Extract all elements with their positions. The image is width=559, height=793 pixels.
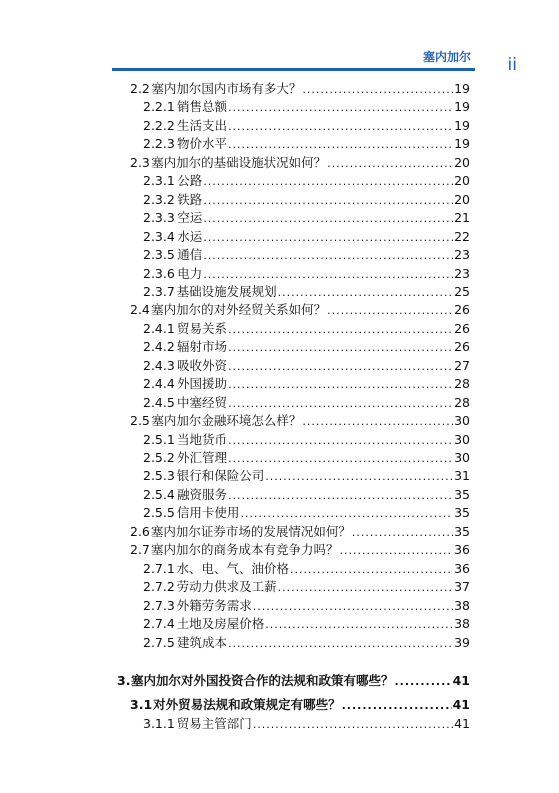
toc-entry-title: 吸收外资 [177,357,228,373]
toc-entry-page: 30 [454,450,470,465]
toc-entry[interactable] [117,672,470,690]
toc-leader-dots [253,598,453,616]
toc-leader-dots [278,579,454,597]
toc-entry[interactable] [143,597,470,615]
toc-leader-dots [203,266,453,284]
toc-leader-dots [203,173,453,191]
toc-leader-dots [290,561,453,579]
toc-leader-dots [228,450,453,468]
toc-entry-title: 外国援助 [177,376,228,392]
toc-entry-page: 27 [454,357,470,373]
toc-entry-number: 2.4.4 [143,376,175,392]
toc-entry-title: 塞内加尔的对外经贸关系如何？ [151,302,327,318]
toc-entry-number: 2.6 [130,523,150,539]
toc-entry-number: 2.3 [130,154,150,170]
toc-entry[interactable] [143,228,470,246]
toc-leader-dots [240,505,453,523]
toc-entry-number: 2.5.5 [143,505,175,521]
toc-leader-dots [265,616,453,634]
toc-entry-number: 2.4.5 [143,394,175,410]
toc-entry-number: 2.7.3 [143,597,175,613]
toc-entry-page: 19 [454,117,470,133]
toc-entry[interactable] [143,375,470,393]
toc-leader-dots [228,358,453,376]
toc-entry-page: 38 [454,616,470,632]
toc-entry-page: 41 [452,672,470,688]
toc-entry-page: 26 [454,302,470,318]
toc-entry-page: 23 [454,265,470,281]
toc-entry-number: 2.7.2 [143,579,175,595]
toc-entry-title: 辐射市场 [177,339,228,355]
toc-entry-title: 塞内加尔的商务成本有竞争力吗？ [151,542,339,558]
toc-entry[interactable] [143,135,470,153]
toc-leader-dots [228,136,453,154]
toc-entry-page: 30 [454,431,470,447]
toc-entry-number: 2.7.4 [143,616,175,632]
toc-entry-page: 20 [454,154,470,170]
toc-entry[interactable] [143,117,470,135]
toc-entry-number: 2.5.3 [143,468,175,484]
toc-leader-dots [228,339,453,357]
toc-entry-title: 外汇管理 [177,450,228,465]
toc-leader-dots [203,210,453,228]
toc-entry-page: 41 [452,697,470,713]
toc-entry[interactable] [143,172,470,190]
toc-entry-number: 3.1.1 [143,715,175,731]
toc-entry-title: 塞内加尔金融环境怎么样？ [151,413,302,429]
toc-entry-title: 当地货币 [177,431,228,447]
toc-entry[interactable] [143,715,470,733]
toc-leader-dots [228,376,453,394]
toc-entry-page: 26 [454,339,470,355]
toc-leader-dots [228,321,453,339]
toc-entry-number: 2.2.3 [143,136,175,152]
toc-entry-number: 2.4 [130,302,150,318]
toc-entry-number: 2.3.7 [143,283,175,299]
toc-entry-number: 2.2.1 [143,99,175,115]
toc-entry[interactable] [143,209,470,227]
toc-entry[interactable] [130,412,470,430]
toc-leader-dots [302,81,453,99]
toc-leader-dots [203,247,453,265]
toc-entry-title: 塞内加尔证券市场的发展情况如何？ [150,523,351,539]
toc-entry-number: 2.7.5 [143,634,175,650]
toc-entry-number: 2.3.4 [143,228,175,244]
toc-entry-page: 38 [454,597,470,613]
toc-leader-dots [265,468,453,486]
toc-entry-number: 2.2.2 [143,117,175,133]
toc-leader-dots [228,635,453,653]
toc-entry-title: 塞内加尔的基础设施状况如何？ [151,154,327,170]
running-header-title: 塞内加尔 [422,50,471,64]
toc-entry[interactable] [130,154,470,172]
toc-entry[interactable] [130,696,470,714]
toc-entry[interactable] [143,615,470,633]
toc-entry-title: 劳动力供求及工薪 [176,579,277,595]
toc-entry-title: 通信 [177,247,203,263]
toc-leader-dots [342,697,452,715]
toc-entry-title: 铁路 [177,191,203,207]
toc-entry-number: 2.3.6 [143,265,175,281]
toc-leader-dots [327,155,453,173]
toc-entry-page: 28 [454,394,470,410]
toc-entry-title: 基础设施发展规划 [176,283,277,299]
toc-leader-dots [228,487,453,505]
toc-entry-page: 19 [454,136,470,152]
toc-leader-dots [228,395,453,413]
toc-entry-page: 35 [454,486,470,502]
toc-entry-title: 银行和保险公司 [176,468,265,484]
toc-entry[interactable] [143,98,470,116]
toc-entry[interactable] [130,301,470,319]
toc-entry-number: 2.3.5 [143,247,175,263]
toc-entry-page: 30 [454,413,470,429]
toc-entry-title: 物价水平 [177,136,228,152]
toc-entry[interactable] [143,486,470,504]
toc-entry-title: 水运 [177,228,203,244]
toc-entry-number: 2.7 [130,542,150,558]
toc-entry-title: 中塞经贸 [177,394,228,410]
toc-entry[interactable] [143,357,470,375]
toc-leader-dots [278,284,454,302]
toc-entry-title: 融资服务 [177,486,228,502]
toc-entry-page: 31 [454,468,470,484]
toc-leader-dots [228,118,453,136]
toc-entry-title: 塞内加尔国内市场有多大？ [151,81,302,96]
toc-entry-number: 2.4.3 [143,357,175,373]
toc-entry-title: 生活支出 [177,117,228,133]
toc-entry[interactable] [143,265,470,283]
toc-entry-title: 贸易主管部门 [176,715,252,731]
toc-entry-number: 2.3.1 [143,173,175,189]
toc-entry-number: 2.4.1 [143,320,175,336]
toc-entry-page: 36 [454,542,470,558]
toc-entry[interactable] [143,246,470,264]
toc-leader-dots [203,192,453,210]
toc-entry-page: 35 [454,505,470,521]
toc-entry-page: 22 [454,228,470,244]
toc-leader-dots [327,302,453,320]
toc-entry-number: 3. [117,672,131,688]
toc-entry-number: 3.1 [130,697,153,713]
toc-entry[interactable] [143,504,470,522]
toc-entry[interactable] [130,523,470,541]
toc-entry-page: 41 [454,715,470,731]
toc-entry-number: 2.2 [130,81,150,96]
toc-entry-page: 19 [454,99,470,115]
toc-entry[interactable] [143,431,470,449]
toc-entry-number: 2.7.1 [143,560,175,576]
toc-entry-title: 建筑成本 [177,634,228,650]
toc-entry-title: 电力 [177,265,203,281]
toc-entry-page: 28 [454,376,470,392]
toc-leader-dots [228,99,453,117]
toc-entry-title: 土地及房屋价格 [176,616,265,632]
toc-entry-number: 2.5.2 [143,450,175,465]
toc-leader-dots [302,413,453,431]
page-number: ii [507,55,517,75]
toc-entry-page: 20 [454,191,470,207]
toc-entry-title: 外籍劳务需求 [176,597,252,613]
toc-leader-dots [253,716,453,734]
toc-entry-number: 2.3.2 [143,191,175,207]
toc-leader-dots [352,524,453,542]
toc-entry-page: 20 [454,173,470,189]
toc-entry[interactable] [143,283,470,301]
toc-entry-number: 2.5 [130,413,150,429]
toc-entry-page: 26 [454,320,470,336]
toc-entry[interactable] [143,634,470,652]
toc-entry-title: 对外贸易法规和政策规定有哪些？ [153,697,341,713]
toc-entry-number: 2.5.4 [143,486,175,502]
toc-entry-title: 塞内加尔对外国投资合作的法规和政策有哪些？ [130,672,394,688]
toc-entry[interactable] [143,560,470,578]
toc-entry[interactable] [143,191,470,209]
toc-entry-page: 37 [454,579,470,595]
toc-leader-dots [203,229,453,247]
toc-entry[interactable] [143,467,470,485]
toc-entry-number: 2.4.2 [143,339,175,355]
toc-entry[interactable] [143,394,470,412]
toc-leader-dots [340,542,454,560]
toc-entry[interactable] [143,449,470,467]
toc-entry[interactable] [130,541,470,559]
toc-entry-page: 19 [454,81,470,96]
toc-entry[interactable] [143,578,470,596]
toc-entry-page: 35 [454,523,470,539]
toc-entry-page: 21 [454,210,470,226]
toc-entry[interactable] [143,338,470,356]
toc-entry-page: 23 [454,247,470,263]
toc-entry-title: 公路 [177,173,203,189]
toc-entry-page: 39 [454,634,470,650]
toc-entry-number: 2.5.1 [143,431,175,447]
toc-entry-title: 销售总额 [177,99,228,115]
toc-entry-page: 36 [454,560,470,576]
toc-entry-title: 信用卡使用 [176,505,240,521]
toc-leader-dots [394,673,451,691]
toc-entry-title: 空运 [177,210,203,226]
toc-entry[interactable] [143,320,470,338]
toc-entry-title: 水、电、气、油价格 [176,560,289,576]
toc-entry-number: 2.3.3 [143,210,175,226]
toc-leader-dots [228,432,453,450]
toc-entry-page: 25 [454,283,470,299]
toc-entry[interactable] [130,80,470,98]
header-rule [112,68,475,71]
toc-entry-title: 贸易关系 [177,320,228,336]
